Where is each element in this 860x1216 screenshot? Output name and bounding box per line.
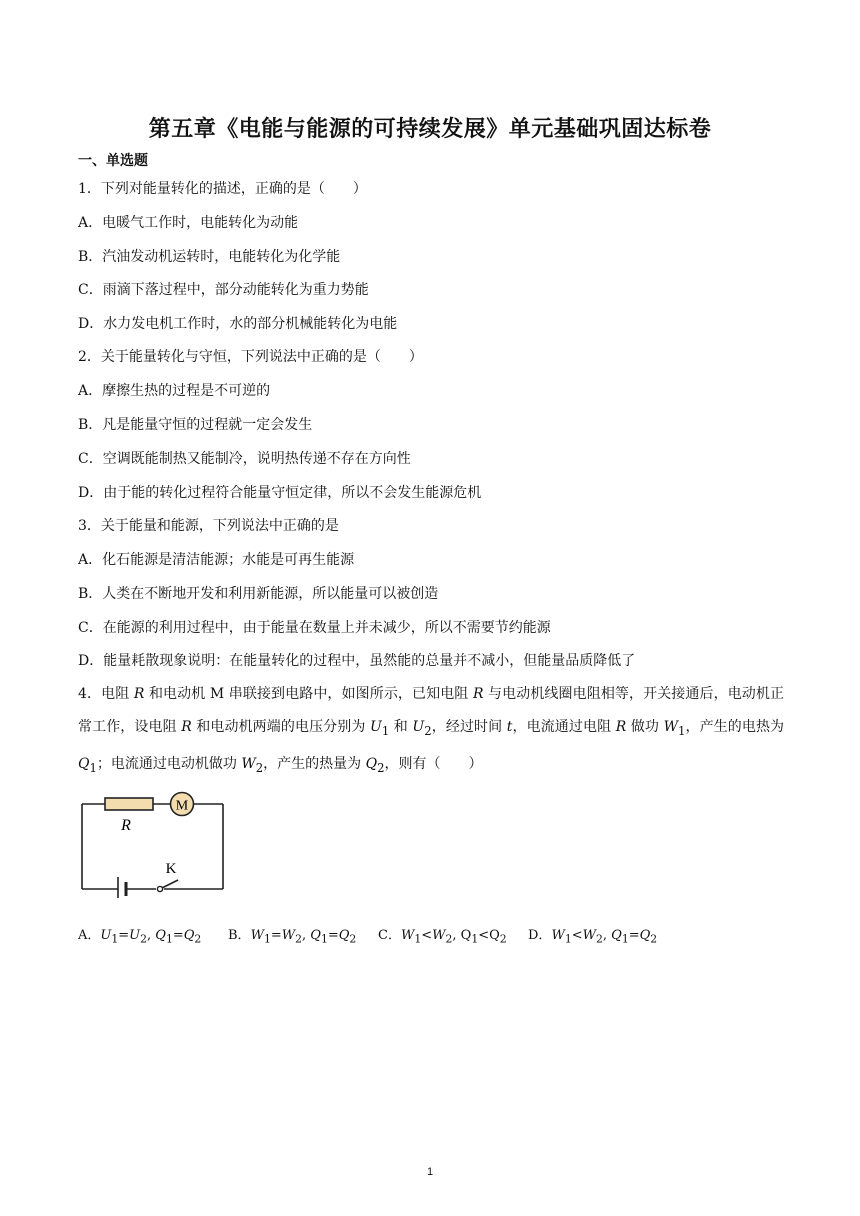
question-1-option-a: A．电暖气工作时，电能转化为动能 [78, 215, 299, 231]
label-k: K [165, 861, 177, 877]
question-3-option-c: C．在能源的利用过程中，由于能量在数量上并未减少，所以不需要节约能源 [78, 620, 551, 636]
question-4-option-c: C．$W_1<W_2$, $Q_1<Q_2$ [378, 928, 507, 946]
question-3-option-b: B．人类在不断地开发和利用新能源，所以能量可以被创造 [78, 586, 439, 602]
question-2-option-c: C．空调既能制热又能制冷，说明热传递不存在方向性 [78, 451, 411, 467]
question-1-option-d: D．水力发电机工作时，水的部分机械能转化为电能 [78, 316, 398, 332]
question-4-option-a: A．$U_1=U_2$, $Q_1=Q_2$ [78, 928, 202, 946]
question-1-stem: 1．下列对能量转化的描述，正确的是（ ） [78, 181, 367, 197]
question-1-option-c: C．雨滴下落过程中，部分动能转化为重力势能 [78, 282, 369, 298]
question-4-option-d: D．$W_1<W_2$, $Q_1=Q_2$ [528, 928, 658, 946]
question-4-stem: 4．电阻 R 和电动机 M 串联接到电路中，如图所示，已知电阻 R 与电动机线圈电阻相等，开关接通后，电动机正常工作，设电阻 R 和电动机两端的电压分别为 $U_1$ 和 $U_2$，经过时间 t，电流通过电阻 R 做功 $W_1$，产生的电热为 $Q_1$；电流通过电动机做功 $W_2$，产生的热量为 $Q_2$，则有（ ） [78, 686, 785, 775]
circuit-diagram [76, 788, 236, 898]
question-4-option-b: B．$W_1=W_2$, $Q_1=Q_2$ [228, 928, 357, 946]
label-r: R [121, 817, 131, 834]
question-4-options [78, 924, 657, 946]
label-m: M [175, 798, 189, 814]
page-title: 第五章《电能与能源的可持续发展》单元基础巩固达标卷 [148, 117, 712, 142]
question-1-option-b: B．汽油发动机运转时，电能转化为化学能 [78, 249, 341, 265]
resistor-symbol [105, 798, 153, 810]
question-2-option-a: A．摩擦生热的过程是不可逆的 [78, 383, 271, 399]
question-3-stem: 3．关于能量和能源，下列说法中正确的是 [78, 518, 339, 534]
question-2-option-d: D．由于能的转化过程符合能量守恒定律，所以不会发生能源危机 [78, 485, 482, 501]
section-heading: 一、单选题 [78, 153, 148, 169]
page-number: 1 [426, 1166, 434, 1178]
battery-symbol [118, 877, 126, 898]
question-3-option-d: D．能量耗散现象说明：在能量转化的过程中，虽然能的总量并不减小，但能量品质降低了 [78, 653, 636, 669]
question-2-option-b: B．凡是能量守恒的过程就一定会发生 [78, 417, 313, 433]
switch-contact [157, 886, 162, 891]
question-2-stem: 2．关于能量转化与守恒，下列说法中正确的是（ ） [78, 349, 423, 365]
question-3-option-a: A．化石能源是清洁能源；水能是可再生能源 [78, 552, 355, 568]
